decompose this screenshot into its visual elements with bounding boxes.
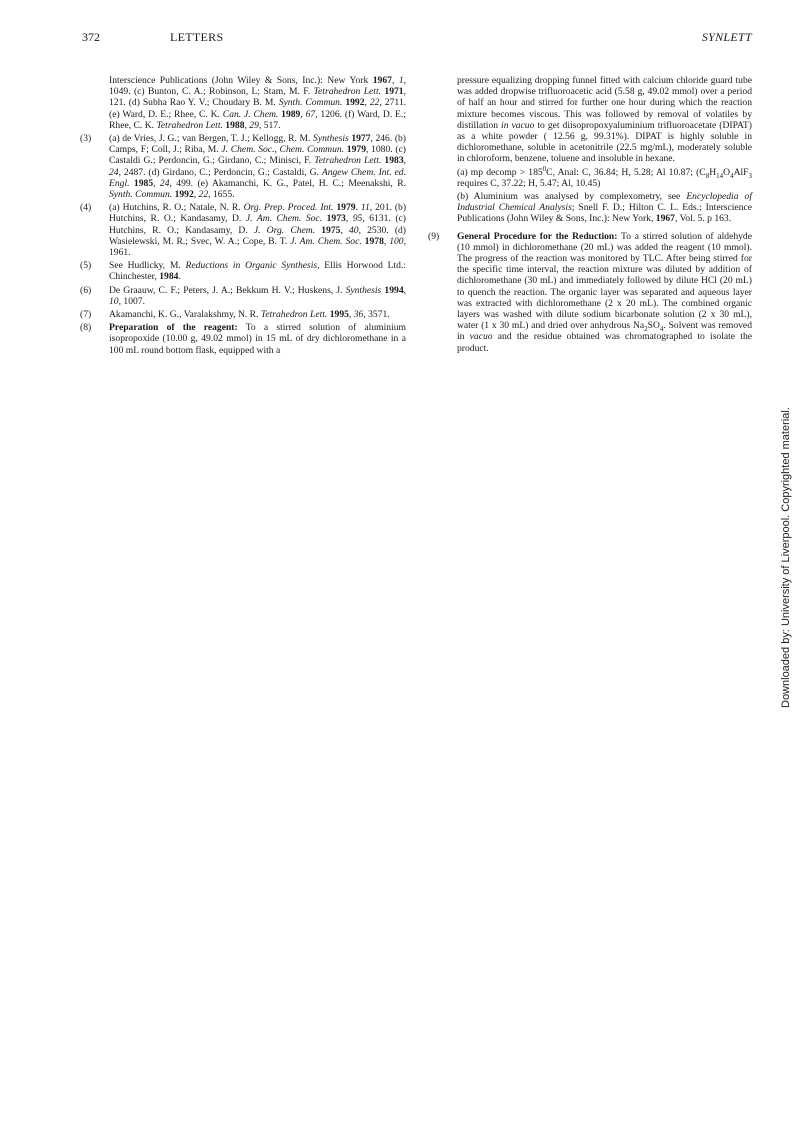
reference-9: (9) General Procedure for the Reduction: To a stirred solution of aldehyde (10 mmol) in dichloromethane (20 mL) was added the reagent (10 mmol). The progress of the reaction was monitored by TLC. After being stirred for the specific time interval, the reaction mixture was diluted by addition of dichloromethane (30 mL) and immediately followed by dilute HCl (20 mL) to quench the reaction. The organic layer was separated and aqueous layer was extracted with dichloromethane (2 x 20 mL). The combined organic layers was washed with dilute sodium bicarbonate solution (2 x 30 mL), water (1 x 30 mL) and dried over anhydrous $Na_2SO_4$. Solvent was removed in vacuo and the residue obtained was chromatographed to isolate the product. xyxy=(428,230,752,354)
journal-name: SYNLETT xyxy=(701,30,752,44)
right-column xyxy=(428,75,752,356)
reference-number: (9) xyxy=(428,230,440,242)
page-header xyxy=(82,30,752,46)
download-watermark: Downloaded by: University of Liverpool. Copyrighted material. xyxy=(780,407,792,708)
reference-4: (4) (a) Hutchins, R. O.; Natale, N. R. Org. Prep. Proced. Int. 1979. 11, 201. (b) Hutchins, R. O.; Kandasamy, D. J. Am. Chem. Soc. 1973, 95, 6131. (c) Hutchins, R. O.; Kandasamy, D. J. Org. Chem. 1975, 40, 2530. (d) Wasielewski, M. R.; Svec, W. A.; Cope, B. T. J. Am. Chem. Soc. 1978, 100, 1961. xyxy=(80,202,407,259)
page-number: 372 xyxy=(82,30,100,44)
reference-number: (8) xyxy=(80,322,92,334)
reference-heading: General Procedure for the Reduction: xyxy=(457,230,618,242)
reference-8: (8) Preparation of the reagent: To a stirred solution of aluminium isopropoxide (10.00 g, 49.02 mmol) in 15 mL of dry dichloromethane in a 100 mL round bottom flask, equipped with a xyxy=(80,322,406,356)
reference-number: (6) xyxy=(80,284,92,296)
reference-3: (3) (a) de Vries, J. G.; van Bergen, T. J.; Kellogg, R. M. Synthesis 1977, 246. (b) Camps, F; Coll, J.; Riba, M. J. Chem. Soc., Chem. Commun. 1979, 1080. (c) Castaldi G.; Perdoncin, G.; Girdano, C.; Minisci, F. Tetrahedron Lett. 1983, 24, 2487. (d) Girdano, C.; Perdoncin, G.; Castaldi, G. Angew Chem. Int. ed. Engl. 1985, 24, 499. (e) Akamanchi, K. G., Patel, H. C.; Meenakshi, R. Synth. Commun. 1992, 22, 1655. xyxy=(80,133,407,201)
reference-number: (3) xyxy=(80,133,92,145)
reference-8-note-a: (a) mp decomp > $185^0C$, Anal: C, 36.84; H, 5.28; Al 10.87; ($C_8H_{14}O_4AlF_3$ requires C, 37.22; H, 5.47; Al, 10.45) xyxy=(457,164,752,189)
reference-5: (5) See Hudlicky, M. Reductions in Organic Synthesis, Ellis Horwood Ltd.: Chinchester, 1984. xyxy=(80,260,406,283)
reference-8-continued: pressure equalizing dropping funnel fitted with calcium chloride guard tube was added dropwise trifluoroacetic acid (5.58 g, 49.02 mmol) over a period of half an hour and stirred for further one hour during which the reaction mixture becomes viscous. This was followed by removal of volatiles by distillation in vacuo to get diisopropoxyaluminium trifluoroacetate (DIPAT) as a white powder ( 12.56 g, 99.31%). DIPAT is highly soluble in dichloromethane, soluble in acetonitrile (22.5 mg/mL), moderately soluble in chloroform, benzene, toluene and insoluble in hexane. xyxy=(457,75,752,165)
reference-6: (6) De Graauw, C. F.; Peters, J. A.; Bekkum H. V.; Huskens, J. Synthesis 1994, 10, 1007. xyxy=(80,284,407,307)
reference-8-note-b: (b) Aluminium was analysed by complexometry, see Encyclopedia of Industrial Chemical Analysis; Snell F. D.; Hilton C. L. Eds.; Interscience Publications (John Wiley & Sons, Inc.): New York, 1967, Vol. 5. p 163. xyxy=(457,191,753,225)
left-column xyxy=(80,75,406,358)
reference-number: (7) xyxy=(80,309,92,321)
reference-number: (4) xyxy=(80,202,92,214)
reference-7: (7) Akamanchi, K. G., Varalakshmy, N. R. Tetrahedron Lett. 1995, 36, 3571. xyxy=(80,309,390,321)
reference-number: (5) xyxy=(80,260,92,272)
section-title: LETTERS xyxy=(170,30,224,44)
reference-heading: Preparation of the reagent: xyxy=(109,322,238,334)
reference-2-continued: Interscience Publications (John Wiley & Sons, Inc.): New York 1967, 1, 1049. (c) Bunton, C. A.; Robinson, L; Stam, M. F. Tetrahedron Lett. 1971, 121. (d) Subha Rao Y. V.; Choudary B. M. Synth. Commun. 1992, 22, 2711. (e) Ward, D. E.; Rhee, C. K. Can. J. Chem. 1989, 67, 1206. (f) Ward, D. E.; Rhee, C. K. Tetrahedron Lett. 1988, 29, 517. xyxy=(109,75,407,131)
